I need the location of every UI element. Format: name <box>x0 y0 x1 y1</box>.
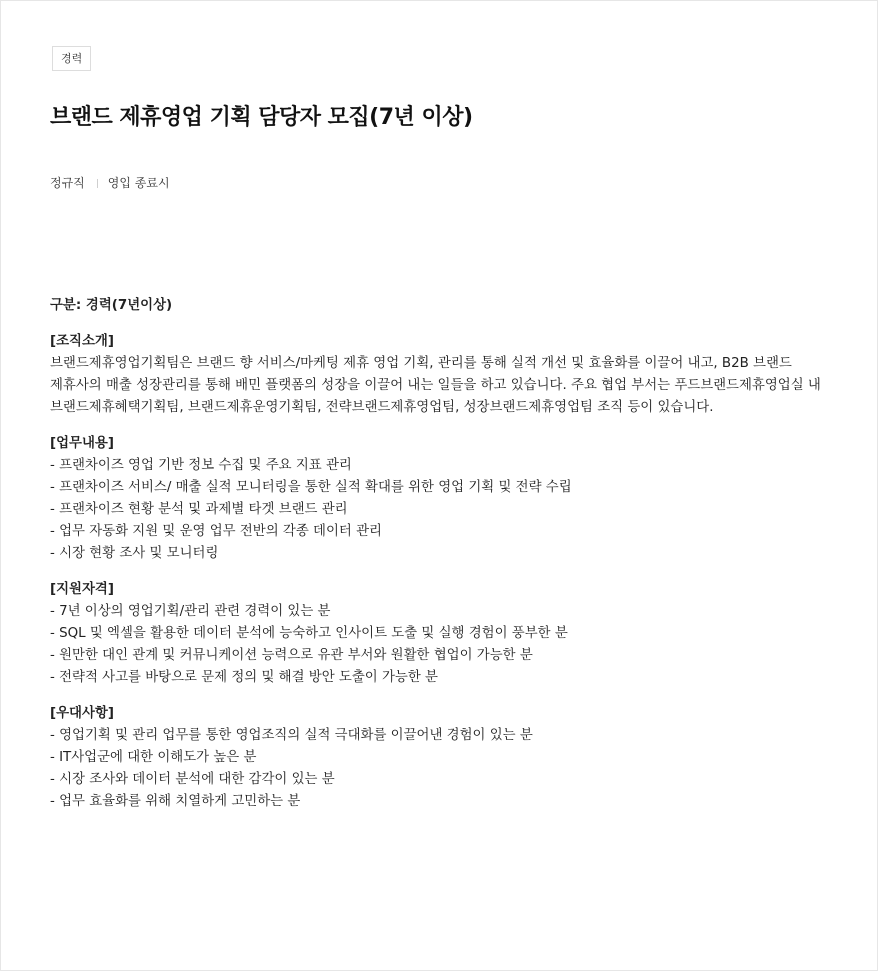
deadline: 영입 종료시 <box>107 176 170 190</box>
list-item: - 업무 효율화를 위해 치열하게 고민하는 분 <box>50 794 301 809</box>
list-item: - 원만한 대인 관계 및 커뮤니케이션 능력으로 유관 부서와 원활한 협업이 가능한 분 <box>50 648 533 663</box>
meta-divider <box>97 179 98 188</box>
job-posting <box>50 46 829 827</box>
section-title-qualifications: [지원자격] <box>50 582 114 597</box>
list-item: - SQL 및 엑셀을 활용한 데이터 분석에 능숙하고 인사이트 도출 및 실행 경험이 풍부한 분 <box>50 626 568 641</box>
list-item: - 프랜차이즈 영업 기반 정보 수집 및 주요 지표 관리 <box>50 458 352 473</box>
section-preferred <box>50 703 829 813</box>
list-item: - 프랜차이즈 서비스/ 매출 실적 모니터링을 통한 실적 확대를 위한 영업 기획 및 전략 수립 <box>50 480 572 495</box>
job-meta <box>50 175 829 191</box>
list-item: - 업무 자동화 지원 및 운영 업무 전반의 각종 데이터 관리 <box>50 524 382 539</box>
division-label: 구분: 경력(7년이상) <box>50 298 173 313</box>
list-item: - 7년 이상의 영업기획/관리 관련 경력이 있는 분 <box>50 604 331 619</box>
section-title-duties: [업무내용] <box>50 436 114 451</box>
section-qualifications <box>50 579 829 689</box>
list-item: - 전략적 사고를 바탕으로 문제 정의 및 해결 방안 도출이 가능한 분 <box>50 670 438 685</box>
career-badge: 경력 <box>52 46 91 71</box>
employment-type: 정규직 <box>50 176 85 190</box>
list-item: - 프랜차이즈 현황 분석 및 과제별 타겟 브랜드 관리 <box>50 502 348 517</box>
section-org <box>50 331 829 419</box>
list-item: - 시장 현황 조사 및 모니터링 <box>50 546 219 561</box>
job-description <box>50 295 829 813</box>
list-item: - 영업기획 및 관리 업무를 통한 영업조직의 실적 극대화를 이끌어낸 경험이 있는 분 <box>50 728 533 743</box>
page-title: 브랜드 제휴영업 기획 담당자 모집(7년 이상) <box>50 105 473 130</box>
list-item: - 시장 조사와 데이터 분석에 대한 감각이 있는 분 <box>50 772 335 787</box>
list-item: - IT사업군에 대한 이해도가 높은 분 <box>50 750 257 765</box>
section-title-org: [조직소개] <box>50 334 114 349</box>
section-duties <box>50 433 829 565</box>
org-description: 브랜드제휴영업기획팀은 브랜드 향 서비스/마케팅 제휴 영업 기획, 관리를 통해 실적 개선 및 효율화를 이끌어 내고, B2B 브랜드 제휴사의 매출 성장관리를 통해 배민 플랫폼의 성장을 이끌어 내는 일들을 하고 있습니다. 주요 협업 부서는 푸드브랜드제휴영업실 내 브랜드제휴혜택기획팀, 브랜드제휴운영기획팀, 전략브랜드제휴영업팀, 성장브랜드제휴영업팀 조직 등이 있습니다. <box>50 356 821 415</box>
section-title-preferred: [우대사항] <box>50 706 114 721</box>
